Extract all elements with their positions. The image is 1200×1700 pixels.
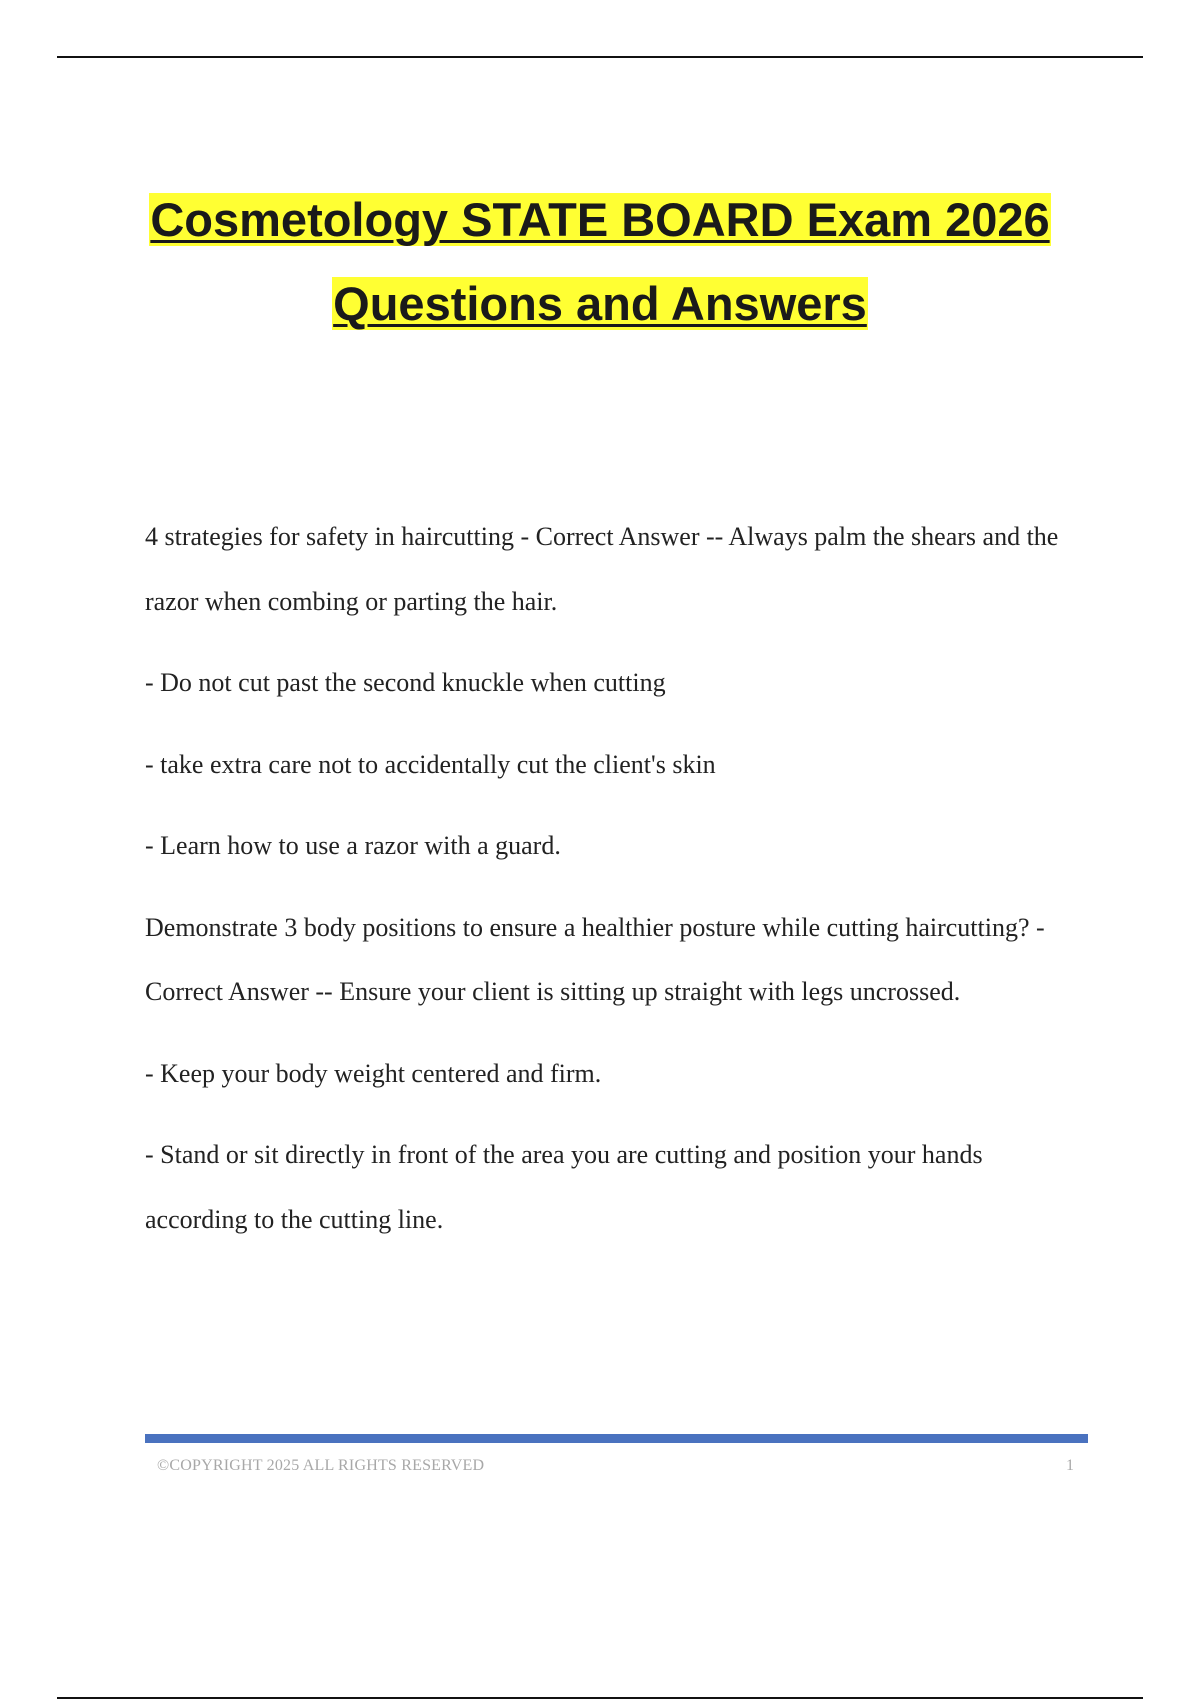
paragraph: - Do not cut past the second knuckle when cutting <box>145 668 666 697</box>
bottom-divider <box>57 1697 1143 1699</box>
paragraph: Demonstrate 3 body positions to ensure a healthier posture while cutting haircutting? - Correct Answer -- Ensure your client is sitting up straight with legs uncrossed. <box>145 912 1045 1006</box>
footer-bar <box>145 1434 1088 1443</box>
document-body <box>145 505 1075 1269</box>
title-line-2 <box>0 262 1200 346</box>
paragraph: 4 strategies for safety in haircutting - Correct Answer -- Always palm the shears and the razor when combing or parting the hair. <box>145 522 1059 616</box>
top-divider <box>57 56 1143 58</box>
title-text-1: Cosmetology STATE BOARD Exam 2026 <box>150 193 1050 246</box>
title-line-1 <box>0 178 1200 262</box>
paragraph: - take extra care not to accidentally cut the client's skin <box>145 749 716 779</box>
paragraph: - Stand or sit directly in front of the area you are cutting and position your hands according to the cutting line. <box>145 1140 983 1234</box>
paragraph: - Keep your body weight centered and firm. <box>145 1058 602 1088</box>
paragraph: - Learn how to use a razor with a guard. <box>145 831 561 860</box>
footer-copyright: ©COPYRIGHT 2025 ALL RIGHTS RESERVED <box>157 1457 485 1474</box>
page-title <box>0 178 1200 346</box>
page-number: 1 <box>1066 1457 1074 1474</box>
title-text-2: Questions and Answers <box>333 277 867 330</box>
